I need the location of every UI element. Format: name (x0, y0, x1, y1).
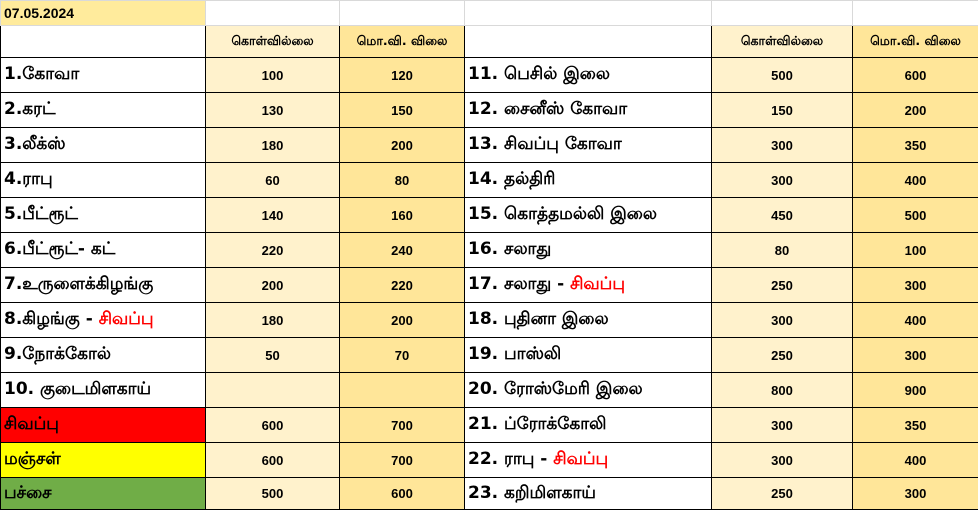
right-retail-price[interactable] (853, 443, 978, 478)
left-item-label[interactable] (1, 93, 206, 128)
left-wholesale-price-text: 600 (261, 452, 284, 468)
left-retail-price-text: 200 (391, 312, 413, 328)
table-row (1, 198, 978, 233)
left-item-label-text: சிவப்பு (4, 414, 59, 434)
right-item-label-text: 12. சைனீஸ் கோவா (468, 99, 628, 119)
left-wholesale-price-text: 130 (261, 102, 284, 118)
left-wholesale-price[interactable] (206, 163, 340, 198)
header-retail-right[interactable]: மொ.வி. விலை (853, 26, 978, 58)
left-retail-price-text: 220 (391, 277, 413, 293)
right-wholesale-price-text: 300 (771, 417, 793, 433)
right-wholesale-price-text: 300 (771, 312, 793, 328)
right-item-label[interactable] (465, 443, 712, 478)
table-row (1, 58, 978, 93)
left-item-label-text: 3.லீக்ஸ் (4, 134, 66, 154)
right-wholesale-price-text: 150 (771, 102, 793, 118)
table-row (1, 408, 978, 443)
table-row (1, 478, 978, 510)
right-wholesale-price-text: 300 (771, 452, 793, 468)
right-retail-price-text: 350 (904, 417, 927, 433)
left-item-label-text: 10. குடைமிளகாய் (4, 379, 152, 399)
right-item-label-text: 15. கொத்தமல்லி இலை (468, 204, 657, 224)
left-wholesale-price[interactable] (206, 58, 340, 93)
left-retail-price-text: 240 (391, 242, 413, 258)
table-row (1, 163, 978, 198)
right-item-label[interactable] (465, 303, 712, 338)
left-retail-price[interactable] (340, 58, 465, 93)
right-wholesale-price-text: 250 (771, 277, 793, 293)
left-item-label-text: 4.ராபு (4, 169, 53, 189)
table-row (1, 93, 978, 128)
header-blank[interactable] (1, 26, 206, 58)
left-wholesale-price[interactable] (206, 408, 340, 443)
table-row (1, 268, 978, 303)
left-item-label[interactable] (1, 128, 206, 163)
left-item-label-text: மஞ்சள் (4, 449, 61, 469)
table-row (1, 338, 978, 373)
right-item-label-text: 20. ரோஸ்மேரி இலை (468, 379, 643, 399)
left-wholesale-price[interactable] (206, 93, 340, 128)
empty-cell[interactable] (712, 1, 853, 26)
right-wholesale-price[interactable] (712, 198, 853, 233)
right-retail-price-text: 200 (904, 102, 927, 118)
left-retail-price[interactable] (340, 268, 465, 303)
left-wholesale-price[interactable] (206, 128, 340, 163)
right-item-label[interactable] (465, 233, 712, 268)
left-wholesale-price[interactable] (206, 443, 340, 478)
right-item-label-text: 11. பெசில் இலை (468, 64, 610, 84)
right-item-label-text: 13. சிவப்பு கோவா (468, 134, 622, 154)
left-retail-price[interactable] (340, 198, 465, 233)
right-retail-price[interactable] (853, 128, 978, 163)
empty-cell[interactable] (465, 1, 712, 26)
left-retail-price[interactable] (340, 478, 465, 510)
left-retail-price-text: 80 (394, 172, 410, 188)
left-item-label[interactable] (1, 58, 206, 93)
left-item-label[interactable] (1, 303, 206, 338)
right-wholesale-price[interactable] (712, 93, 853, 128)
left-item-label-text: 5.பீட்ரூட் (4, 204, 78, 224)
right-retail-price[interactable] (853, 163, 978, 198)
right-retail-price-text: 400 (904, 312, 927, 328)
right-item-label-red: சிவப்பு (553, 449, 609, 469)
right-wholesale-price[interactable] (712, 303, 853, 338)
right-item-label[interactable] (465, 198, 712, 233)
left-item-label-text: 9.நோக்கோல் (4, 344, 111, 364)
right-item-label[interactable] (465, 478, 712, 510)
left-wholesale-price[interactable] (206, 373, 340, 408)
right-retail-price-text: 900 (904, 382, 927, 398)
right-wholesale-price[interactable] (712, 338, 853, 373)
right-retail-price-text: 300 (904, 347, 927, 363)
left-retail-price-text: 150 (391, 102, 413, 118)
right-retail-price[interactable] (853, 408, 978, 443)
right-item-label-red: சிவப்பு (570, 274, 625, 294)
right-retail-price[interactable] (853, 268, 978, 303)
left-wholesale-price-text: 220 (261, 242, 284, 258)
empty-cell[interactable] (340, 1, 465, 26)
left-wholesale-price-text: 60 (265, 172, 280, 188)
right-item-label-text: 22. ராபு - (468, 449, 554, 469)
right-retail-price[interactable] (853, 373, 978, 408)
right-item-label[interactable] (465, 93, 712, 128)
left-wholesale-price[interactable] (206, 303, 340, 338)
empty-cell[interactable] (853, 1, 978, 26)
right-wholesale-price[interactable] (712, 163, 853, 198)
date-row (1, 1, 978, 26)
left-retail-price-text: 700 (391, 417, 413, 433)
left-item-label[interactable] (1, 233, 206, 268)
right-wholesale-price-text: 500 (771, 67, 793, 83)
right-retail-price-text: 300 (904, 277, 927, 293)
right-wholesale-price-text: 300 (771, 137, 793, 153)
right-item-label-text: 16. சலாது (468, 239, 552, 259)
left-item-label-red: சிவப்பு (98, 309, 154, 329)
empty-cell[interactable] (206, 1, 340, 26)
left-retail-price-text: 160 (391, 207, 413, 223)
left-retail-price[interactable] (340, 373, 465, 408)
left-item-label[interactable] (1, 338, 206, 373)
table-row (1, 233, 978, 268)
right-retail-price[interactable] (853, 303, 978, 338)
right-item-label[interactable] (465, 408, 712, 443)
right-item-label[interactable] (465, 268, 712, 303)
left-wholesale-price-text: 100 (261, 67, 284, 83)
left-retail-price[interactable] (340, 233, 465, 268)
left-retail-price[interactable] (340, 338, 465, 373)
table-row (1, 373, 978, 408)
right-retail-price-text: 500 (904, 207, 927, 223)
header-blank[interactable] (465, 26, 712, 58)
header-retail-left[interactable]: மொ.வி. விலை (340, 26, 465, 58)
left-item-label[interactable] (1, 478, 206, 510)
right-wholesale-price-text: 300 (771, 172, 793, 188)
left-retail-price[interactable] (340, 443, 465, 478)
right-wholesale-price[interactable] (712, 478, 853, 510)
right-retail-price-text: 100 (904, 242, 927, 258)
header-row (1, 26, 978, 58)
left-retail-price-text: 70 (394, 347, 410, 363)
table-row (1, 128, 978, 163)
table-row (1, 443, 978, 478)
right-wholesale-price-text: 450 (771, 207, 793, 223)
left-wholesale-price[interactable] (206, 198, 340, 233)
left-wholesale-price-text: 500 (261, 486, 284, 501)
right-item-label-text: 21. ப்ரோக்கோலி (468, 414, 607, 434)
left-item-label-text: 2.கரட் (4, 99, 56, 119)
right-wholesale-price-text: 250 (771, 347, 793, 363)
right-item-label-text: 19. பாஸ்லி (468, 344, 562, 364)
right-retail-price[interactable] (853, 338, 978, 373)
left-wholesale-price-text: 140 (261, 207, 284, 223)
left-item-label-text: 6.பீட்ரூட்- கட் (4, 239, 116, 259)
right-wholesale-price[interactable] (712, 373, 853, 408)
left-wholesale-price[interactable] (206, 338, 340, 373)
left-retail-price[interactable] (340, 128, 465, 163)
header-wholesale-left[interactable]: கொள்வில்லை (206, 26, 340, 58)
right-retail-price[interactable] (853, 58, 978, 93)
left-item-label-text: பச்சை (4, 482, 52, 503)
left-wholesale-price[interactable] (206, 478, 340, 510)
left-wholesale-price-text: 600 (261, 417, 284, 433)
left-retail-price[interactable] (340, 408, 465, 443)
right-retail-price-text: 400 (904, 452, 927, 468)
left-retail-price[interactable] (340, 303, 465, 338)
left-wholesale-price-text: 180 (261, 137, 284, 153)
left-wholesale-price[interactable] (206, 233, 340, 268)
left-wholesale-price-text: 50 (265, 347, 280, 363)
left-item-label[interactable] (1, 408, 206, 443)
left-retail-price[interactable] (340, 93, 465, 128)
left-item-label[interactable] (1, 198, 206, 233)
left-item-label-text: 8.கிழங்கு - (4, 309, 99, 329)
right-item-label[interactable] (465, 338, 712, 373)
right-item-label-text: 14. தல்திரி (468, 169, 556, 189)
right-item-label[interactable] (465, 373, 712, 408)
right-item-label-text: 18. புதினா இலை (468, 309, 609, 329)
right-wholesale-price-text: 80 (774, 242, 790, 258)
right-wholesale-price-text: 800 (771, 382, 793, 398)
left-item-label[interactable] (1, 268, 206, 303)
right-retail-price[interactable] (853, 233, 978, 268)
right-item-label-text: 17. சலாது - (468, 274, 571, 294)
left-retail-price-text: 120 (391, 67, 413, 83)
left-wholesale-price[interactable] (206, 268, 340, 303)
left-item-label-text: 1.கோவா (4, 64, 80, 84)
left-item-label[interactable] (1, 373, 206, 408)
left-retail-price-text: 700 (391, 452, 413, 468)
right-retail-price[interactable] (853, 93, 978, 128)
left-retail-price-text: 200 (391, 137, 413, 153)
right-item-label[interactable] (465, 58, 712, 93)
right-retail-price-text: 300 (904, 486, 927, 501)
right-wholesale-price[interactable] (712, 408, 853, 443)
left-retail-price-text: 600 (391, 486, 413, 501)
left-item-label[interactable] (1, 443, 206, 478)
right-wholesale-price[interactable] (712, 443, 853, 478)
right-wholesale-price-text: 250 (771, 486, 793, 501)
right-wholesale-price[interactable] (712, 268, 853, 303)
left-item-label[interactable] (1, 163, 206, 198)
left-wholesale-price-text: 180 (261, 312, 284, 328)
right-retail-price-text: 400 (904, 172, 927, 188)
right-item-label[interactable] (465, 128, 712, 163)
right-item-label[interactable] (465, 163, 712, 198)
left-wholesale-price-text: 200 (261, 277, 284, 293)
date-cell[interactable]: 07.05.2024 (1, 1, 206, 26)
right-wholesale-price[interactable] (712, 233, 853, 268)
right-retail-price-text: 350 (904, 137, 927, 153)
right-wholesale-price[interactable] (712, 128, 853, 163)
right-wholesale-price[interactable] (712, 58, 853, 93)
right-item-label-text: 23. கறிமிளகாய் (468, 482, 596, 503)
right-retail-price[interactable] (853, 198, 978, 233)
table-row (1, 303, 978, 338)
left-retail-price[interactable] (340, 163, 465, 198)
left-item-label-text: 7.உருளைக்கிழங்கு (4, 274, 154, 294)
right-retail-price[interactable] (853, 478, 978, 510)
header-wholesale-right[interactable]: கொள்வில்லை (712, 26, 853, 58)
right-retail-price-text: 600 (904, 67, 927, 83)
